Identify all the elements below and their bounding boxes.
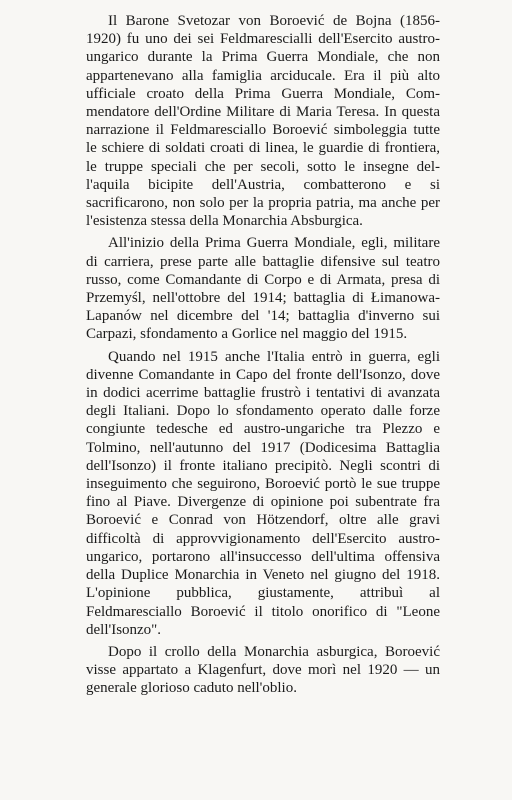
page-edge [512,0,520,800]
paragraph-3: Quando nel 1915 anche l'Italia entrò in guerra, egli divenne Comandante in Capo del fronte dell'Isonzo, dove in dodici acerrime battaglie frustrò i tentativi di avanzata degli Italiani. Dopo lo sfondamento operato dalle forze congiunte tedesche ed austro-ungariche tra Plezzo e Tolmino, nell'autunno del 1917 (Dodicesima Battaglia dell'Isonzo) il fronte italiano precipitò. Negli scontri di inseguimento che seguirono, Boroević portò le sue truppe fino al Piave. Divergenze di opinione poi subentrate fra Boroević e Conrad von Hötzendorf, oltre alle gravi difficoltà di approvvigionamento dell'Esercito austro-ungarico, portarono all'insuccesso dell'ultima offensiva della Duplice Monarchia in Veneto nel giugno del 1918. L'opinione pubblica, giustamente, attribuì al Feldmaresciallo Boroević il titolo onorifico di "Leone dell'Isonzo". [86,348,440,638]
paragraph-1: Il Barone Svetozar von Boroević de Bojna (1856-1920) fu uno dei sei Feldmarescialli dell'Esercito austro-ungarico durante la Prima Guerra Mondiale, che non appartenevano alla famiglia arciducale. Era il più alto ufficiale croato della Prima Guerra Mondiale, Commendatore dell'Ordine Militare di Maria Teresa. In questa narrazione il Feldmaresciallo Boroević simboleggia tutte le schiere di soldati croati di linea, le guardie di frontiera, le truppe speciali che per secoli, sotto le insegne dell'aquila bicipite dell'Austria, combatterono e si sacrificarono, non solo per la propria patria, ma anche per l'esistenza stessa della Monarchia Absburgica. [86,13,440,230]
body-text [86,12,440,702]
paragraph-2: All'inizio della Prima Guerra Mondiale, egli, militare di carriera, prese parte alle battaglie difensive sul teatro russo, come Comandante di Corpo e di Armata, presa di Przemyśl, nell'ottobre del 1914; battaglia di Łimanowa-Lapanów nel dicembre del '14; battaglia d'inverno sui Carpazi, sfondamento a Gorlice nel maggio del 1915. [86,235,440,343]
paragraph-4: Dopo il crollo della Monarchia asburgica, Boroević visse appartato a Klagenfurt, dove morì nel 1920 — un generale glorioso caduto nell'oblio. [86,643,440,697]
